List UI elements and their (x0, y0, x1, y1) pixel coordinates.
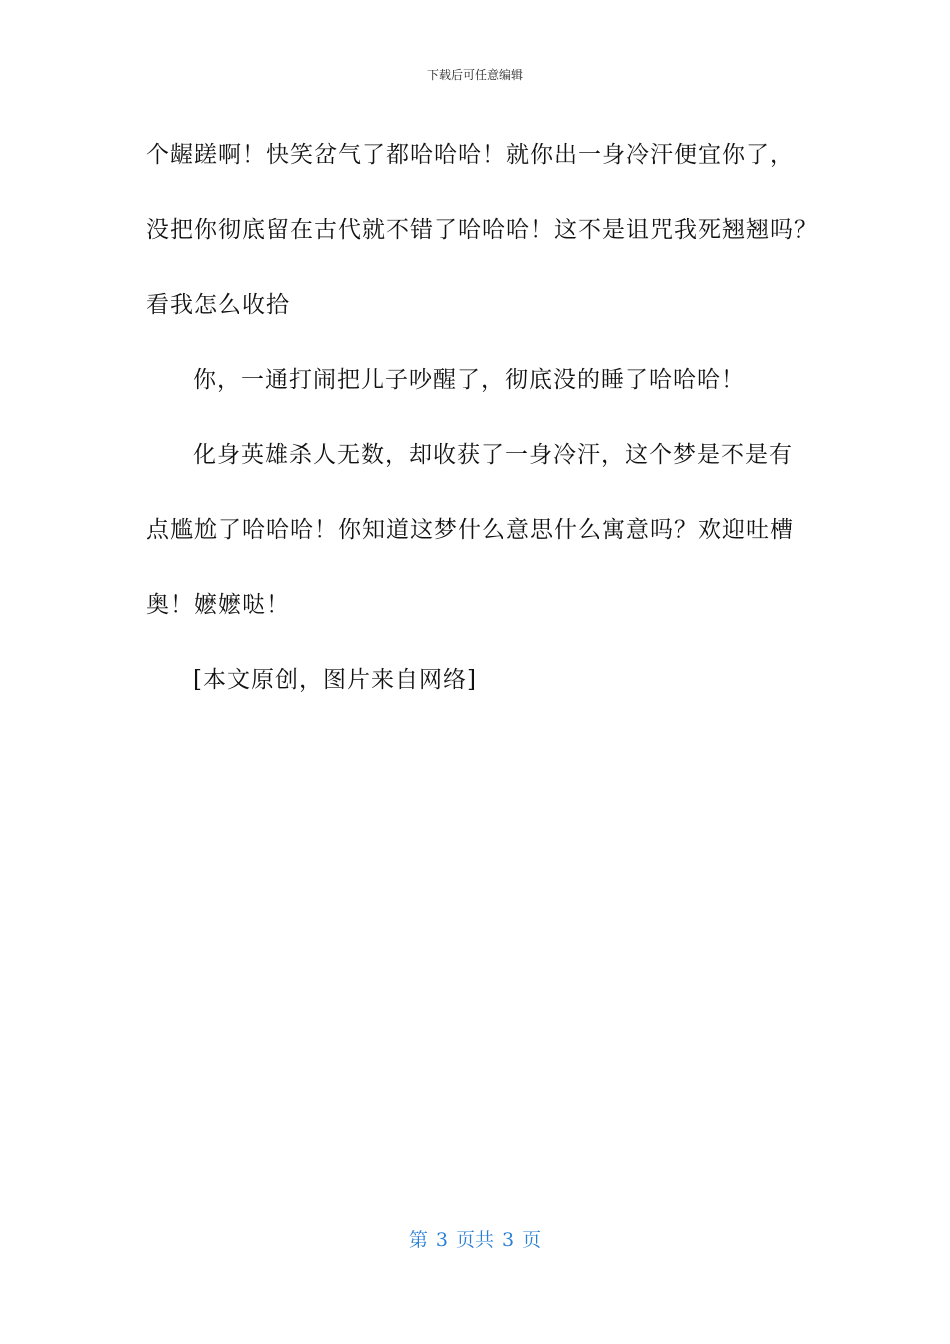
paragraph-line: 看我怎么收拾 (146, 292, 290, 318)
header-note: 下载后可任意编辑 (426, 68, 523, 82)
source-note: [本文原创，图片来自网络] (193, 667, 477, 693)
document-body (146, 118, 846, 718)
page-number: 第 3 页共 3 页 (408, 1229, 542, 1251)
paragraph-line: 你，一通打闹把儿子吵醒了，彻底没的睡了哈哈哈！ (193, 367, 745, 393)
paragraph-line: 奥！嬷嬷哒！ (146, 592, 290, 618)
paragraph-line: 点尴尬了哈哈哈！你知道这梦什么意思什么寓意吗？欢迎吐槽 (146, 517, 794, 543)
paragraph-line: 个龌蹉啊！快笑岔气了都哈哈哈！就你出一身冷汗便宜你了， (146, 142, 794, 168)
paragraph-line: 没把你彻底留在古代就不错了哈哈哈！这不是诅咒我死翘翘吗？ (146, 217, 818, 243)
paragraph-line: 化身英雄杀人无数，却收获了一身冷汗，这个梦是不是有 (193, 442, 793, 468)
